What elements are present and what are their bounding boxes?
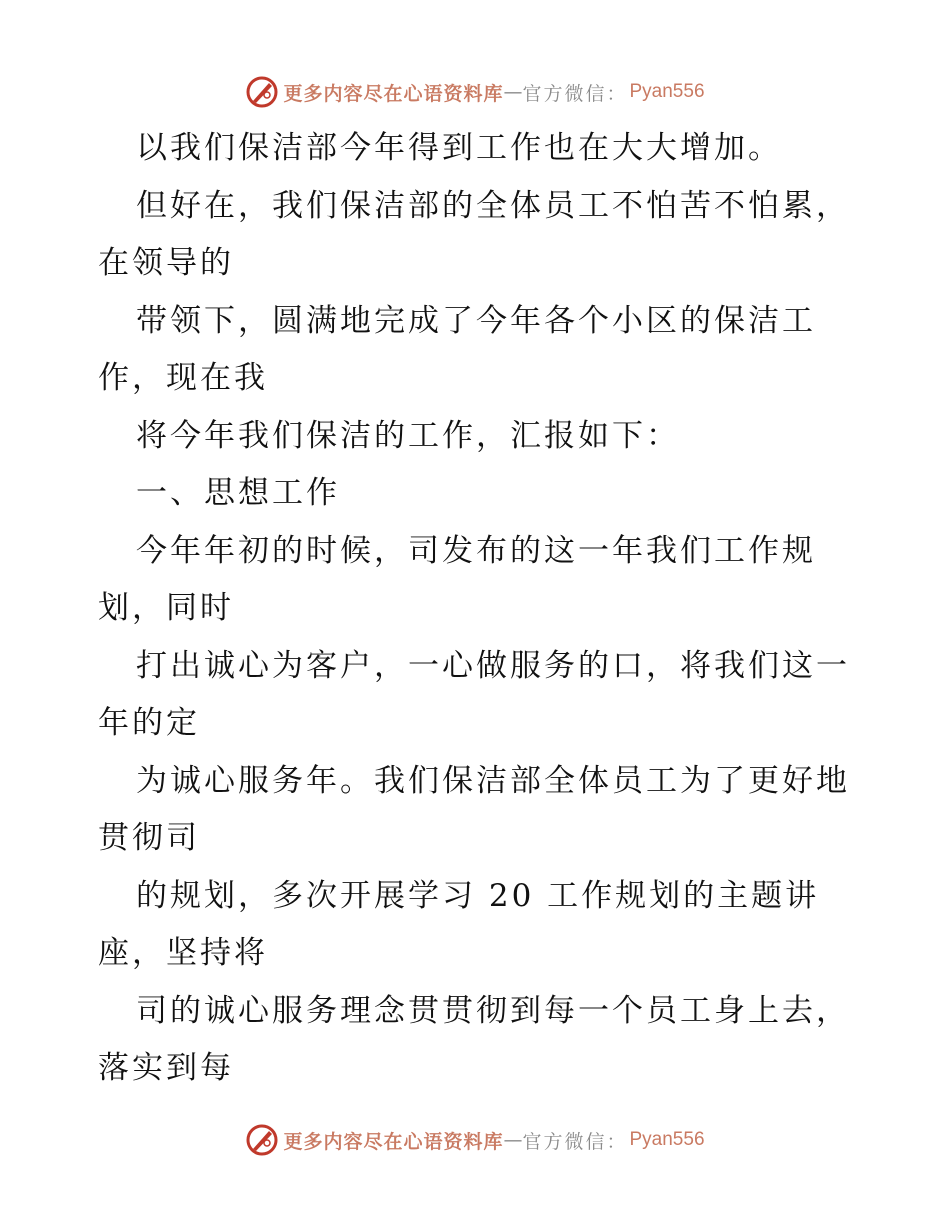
paragraph-line: 为诚心服务年。我们保洁部全体员工为了更好地 <box>136 762 850 799</box>
paragraph-line: 今年年初的时候，司发布的这一年我们工作规 <box>136 532 816 569</box>
paragraph-line: 座，坚持将 <box>98 935 268 971</box>
paragraph-line: 但好在，我们保洁部的全体员工不怕苦不怕累， <box>136 187 850 224</box>
watermark-account: Pyan556 <box>629 81 705 102</box>
watermark-separator: — <box>503 81 523 103</box>
paragraph-line: 打出诚心为客户，一心做服务的口，将我们这一 <box>136 647 850 684</box>
paragraph-line: 贯彻司 <box>98 820 200 856</box>
watermark-footer <box>0 1120 950 1160</box>
paragraph-line: 落实到每 <box>98 1050 234 1086</box>
quill-logo-icon <box>245 75 279 109</box>
watermark-brand: 更多内容尽在心语资料库 <box>283 82 504 105</box>
paragraph-line: 将今年我们保洁的工作，汇报如下： <box>136 417 680 454</box>
document-body <box>98 120 858 1098</box>
paragraph-line: 在领导的 <box>98 245 234 281</box>
paragraph-line: 以我们保洁部今年得到工作也在大大增加。 <box>136 130 782 166</box>
quill-logo-icon <box>245 1123 279 1157</box>
paragraph-line: 司的诚心服务理念贯贯彻到每一个员工身上去， <box>136 992 850 1029</box>
paragraph-line: 年的定 <box>98 705 200 741</box>
watermark-brand: 更多内容尽在心语资料库 <box>283 1130 504 1153</box>
watermark-label: 官方微信： <box>522 82 628 105</box>
watermark-header <box>0 72 950 112</box>
paragraph-line: 划，同时 <box>98 590 234 626</box>
watermark-separator: — <box>503 1129 523 1151</box>
paragraph-line: 的规划，多次开展学习 20 工作规划的主题讲 <box>136 877 820 914</box>
paragraph-line: 带领下，圆满地完成了今年各个小区的保洁工 <box>136 302 816 339</box>
paragraph-line: 作，现在我 <box>98 360 268 396</box>
watermark-label: 官方微信： <box>522 1130 628 1153</box>
section-heading: 一、思想工作 <box>136 475 340 511</box>
watermark-account: Pyan556 <box>629 1129 705 1150</box>
